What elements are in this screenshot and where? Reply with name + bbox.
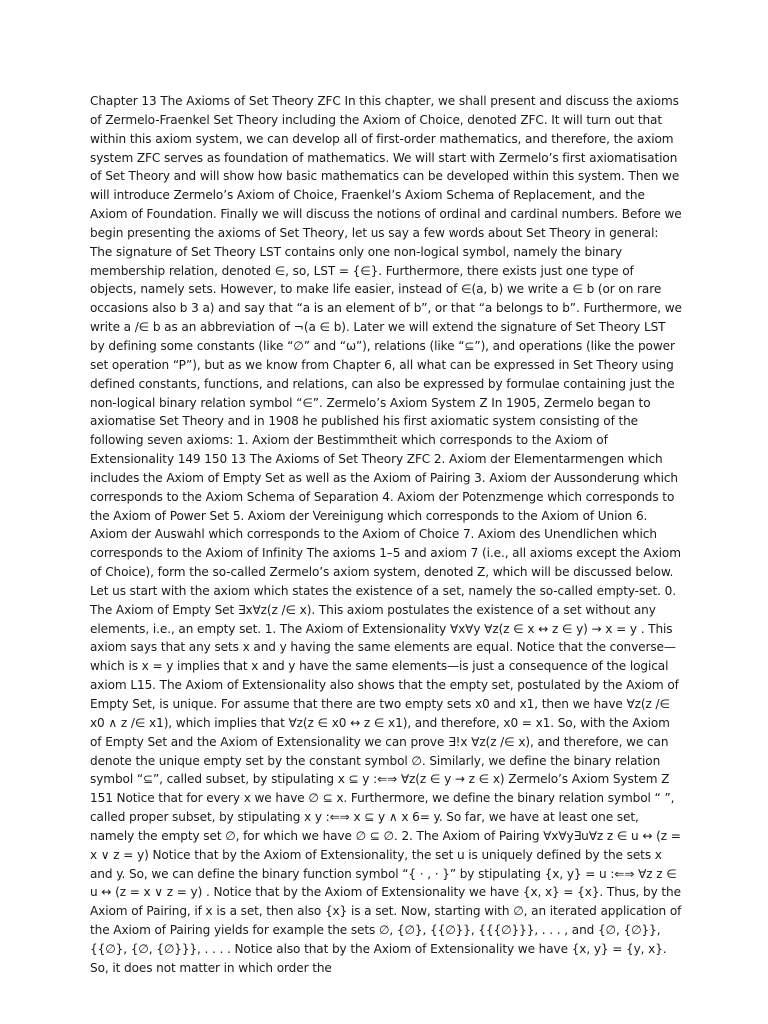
body-paragraph: Chapter 13 The Axioms of Set Theory ZFC In this chapter, we shall present and discuss the axioms of Zermelo-Fraenkel Set Theory including the Axiom of Choice, denoted ZFC. It will turn out that within this axiom system, we can develop all of first-order mathematics, and therefore, the axiom system ZFC serves as foundation of mathematics. We will start with Zermelo’s first axiomatisation of Set Theory and will show how basic mathematics can be developed within this system. Then we will introduce Zermelo’s Axiom of Choice, Fraenkel’s Axiom Schema of Replacement, and the Axiom of Foundation. Finally we will discuss the notions of ordinal and cardinal numbers. Before we begin presenting the axioms of Set Theory, let us say a few words about Set Theory in general: The signature of Set Theory LST contains only one non-logical symbol, namely the binary membership relation, denoted ∈, so, LST = {∈}. Furthermore, there exists just one type of objects, namely sets. However, to make life easier, instead of ∈(a, b) we write a ∈ b (or on rare occasions also b 3 a) and say that “a is an element of b”, or that “a belongs to b”. Furthermore, we write a /∈ b as an abbreviation of ¬(a ∈ b). Later we will extend the signature of Set Theory LST by defining some constants (like “∅” and “ω”), relations (like “⊆”), and operations (like the power set operation “P”), but as we know from Chapter 6, all what can be expressed in Set Theory using defined constants, functions, and relations, can also be expressed by formulae containing just the non-logical binary relation symbol “∈”. Zermelo’s Axiom System Z In 1905, Zermelo began to axiomatise Set Theory and in 1908 he published his first axiomatic system consisting of the following seven axioms: 1. Axiom der Bestimmtheit which corresponds to the Axiom of Extensionality 149 150 13 The Axioms of Set Theory ZFC 2. Axiom der Elementarmengen which includes the Axiom of Empty Set as well as the Axiom of Pairing 3. Axiom der Aussonderung which corresponds to the Axiom Schema of Separation 4. Axiom der Potenzmenge which corresponds to the Axiom of Power Set 5. Axiom der Vereinigung which corresponds to the Axiom of Union 6. Axiom der Auswahl which corresponds to the Axiom of Choice 7. Axiom des Unendlichen which corresponds to the Axiom of Infinity The axioms 1–5 and axiom 7 (i.e., all axioms except the Axiom of Choice), form the so-called Zermelo’s axiom system, denoted Z, which will be discussed below. Let us start with the axiom which states the existence of a set, namely the so-called empty-set. 0. The Axiom of Empty Set ∃x∀z(z /∈ x). This axiom postulates the existence of a set without any elements, i.e., an empty set. 1. The Axiom of Extensionality ∀x∀y ∀z(z ∈ x ↔ z ∈ y) → x = y . This axiom says that any sets x and y having the same elements are equal. Notice that the converse—which is x = y implies that x and y have the same elements—is just a consequence of the logical axiom L15. The Axiom of Extensionality also shows that the empty set, postulated by the Axiom of Empty Set, is unique. For assume that there are two empty sets x0 and x1, then we have ∀z(z /∈ x0 ∧ z /∈ x1), which implies that ∀z(z ∈ x0 ↔ z ∈ x1), and therefore, x0 = x1. So, with the Axiom of Empty Set and the Axiom of Extensionality we can prove ∃!x ∀z(z /∈ x), and therefore, we can denote the unique empty set by the constant symbol ∅. Similarly, we define the binary relation symbol “⊆”, called subset, by stipulating x ⊆ y :⇐⇒ ∀z(z ∈ y → z ∈ x) Zermelo’s Axiom System Z 151 Notice that for every x we have ∅ ⊆ x. Furthermore, we define the binary relation symbol “ ”, called proper subset, by stipulating x y :⇐⇒ x ⊆ y ∧ x 6= y. So far, we have at least one set, namely the empty set ∅, for which we have ∅ ⊆ ∅. 2. The Axiom of Pairing ∀x∀y∃u∀z z ∈ u ↔ (z = x ∨ z = y) Notice that by the Axiom of Extensionality, the set u is uniquely defined by the sets x and y. So, we can define the binary function symbol “{ · , · }” by stipulating {x, y} = u :⇐⇒ ∀z z ∈ u ↔ (z = x ∨ z = y) . Notice that by the Axiom of Extensionality we have {x, x} = {x}. Thus, by the Axiom of Pairing, if x is a set, then also {x} is a set. Now, starting with ∅, an iterated application of the Axiom of Pairing yields for example the sets ∅, {∅}, {{∅}}, {{{∅}}}, . . . , and {∅, {∅}}, {{∅}, {∅, {∅}}}, . . . . Notice also that by the Axiom of Extensionality we have {x, y} = {y, x}. So, it does not matter in which order the bbox=[90, 94, 682, 975]
